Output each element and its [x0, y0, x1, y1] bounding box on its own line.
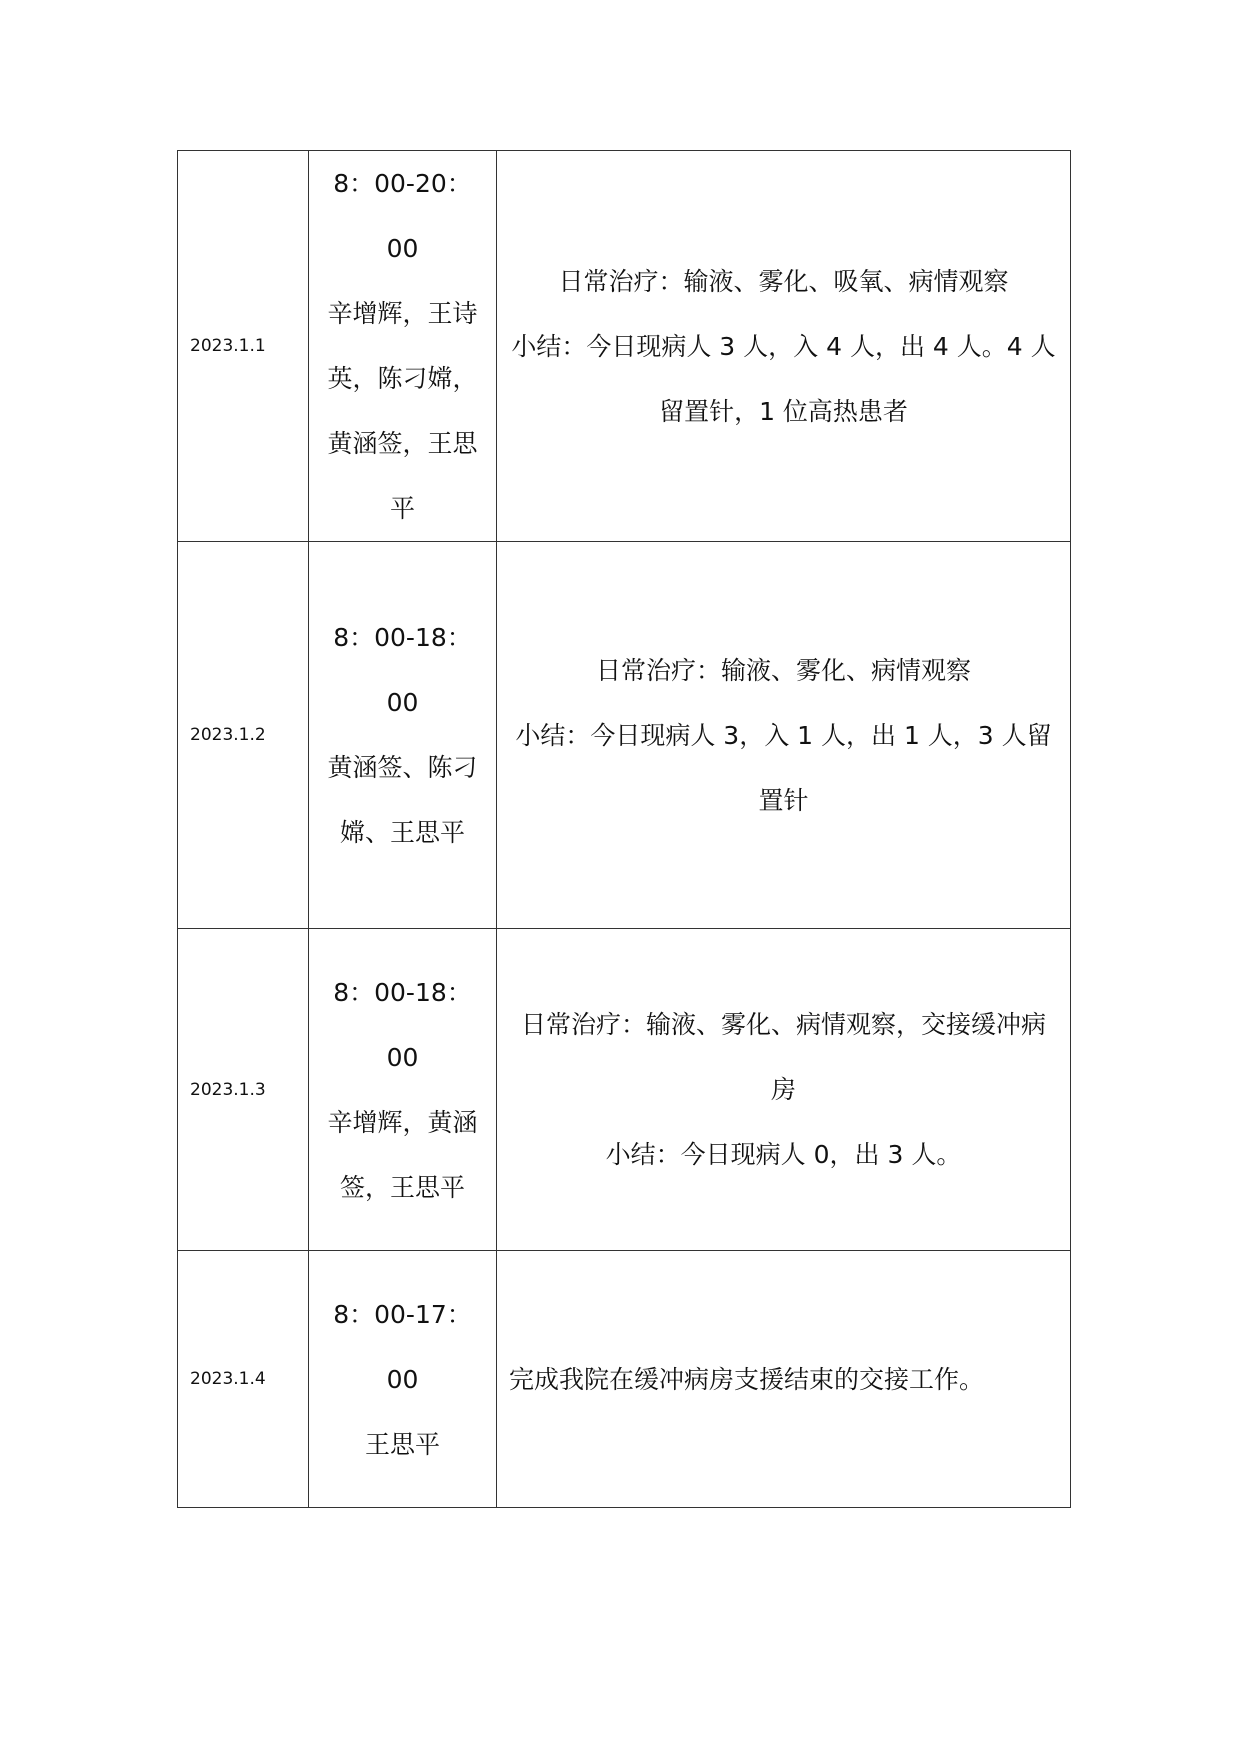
- shift-time: 8：00-18：00: [333, 623, 472, 717]
- row-notes-cell: [497, 1251, 1071, 1508]
- treatment-text: 日常治疗：输液、雾化、病情观察，交接缓冲病房: [520, 1010, 1046, 1104]
- row-date: 2023.1.3: [178, 929, 309, 1251]
- row-notes-cell: [497, 929, 1071, 1251]
- table-row: [178, 929, 1071, 1251]
- shift-time: 8：00-20：00: [333, 169, 472, 263]
- row-date: 2023.1.2: [178, 542, 309, 929]
- table-row: [178, 151, 1071, 542]
- row-date: 2023.1.1: [178, 151, 309, 542]
- row-staff-cell: [309, 542, 497, 929]
- summary-text: 小结：今日现病人 0，出 3 人。: [605, 1140, 962, 1169]
- summary-text: 小结：今日现病人 3，入 1 人，出 1 人，3 人留置针: [515, 720, 1052, 815]
- shift-time: 8：00-18：00: [333, 977, 472, 1072]
- staff-names: 黄涵签、陈刁嫦、王思平: [327, 753, 478, 847]
- staff-names: 王思平: [364, 1429, 440, 1459]
- shift-log-table: [177, 150, 1071, 1508]
- staff-names: 辛增辉，黄涵签，王思平: [327, 1107, 478, 1202]
- row-notes-cell: [497, 151, 1071, 542]
- row-staff-cell: [309, 151, 497, 542]
- table-row: [178, 542, 1071, 929]
- staff-names: 辛增辉，王诗英，陈刁嫦，黄涵签，王思平: [327, 299, 478, 523]
- row-notes-cell: [497, 542, 1071, 929]
- row-staff-cell: [309, 929, 497, 1251]
- row-date: 2023.1.4: [178, 1251, 309, 1508]
- table-row: [178, 1251, 1071, 1508]
- treatment-text: 日常治疗：输液、雾化、病情观察: [595, 655, 971, 685]
- row-staff-cell: [309, 1251, 497, 1508]
- summary-text: 小结：今日现病人 3 人，入 4 人，出 4 人。4 人留置针，1 位高热患者: [511, 331, 1056, 426]
- treatment-text: 日常治疗：输液、雾化、吸氧、病情观察: [558, 266, 1009, 296]
- shift-time: 8：00-17：00: [333, 1299, 472, 1394]
- treatment-text: 完成我院在缓冲病房支援结束的交接工作。: [509, 1364, 985, 1394]
